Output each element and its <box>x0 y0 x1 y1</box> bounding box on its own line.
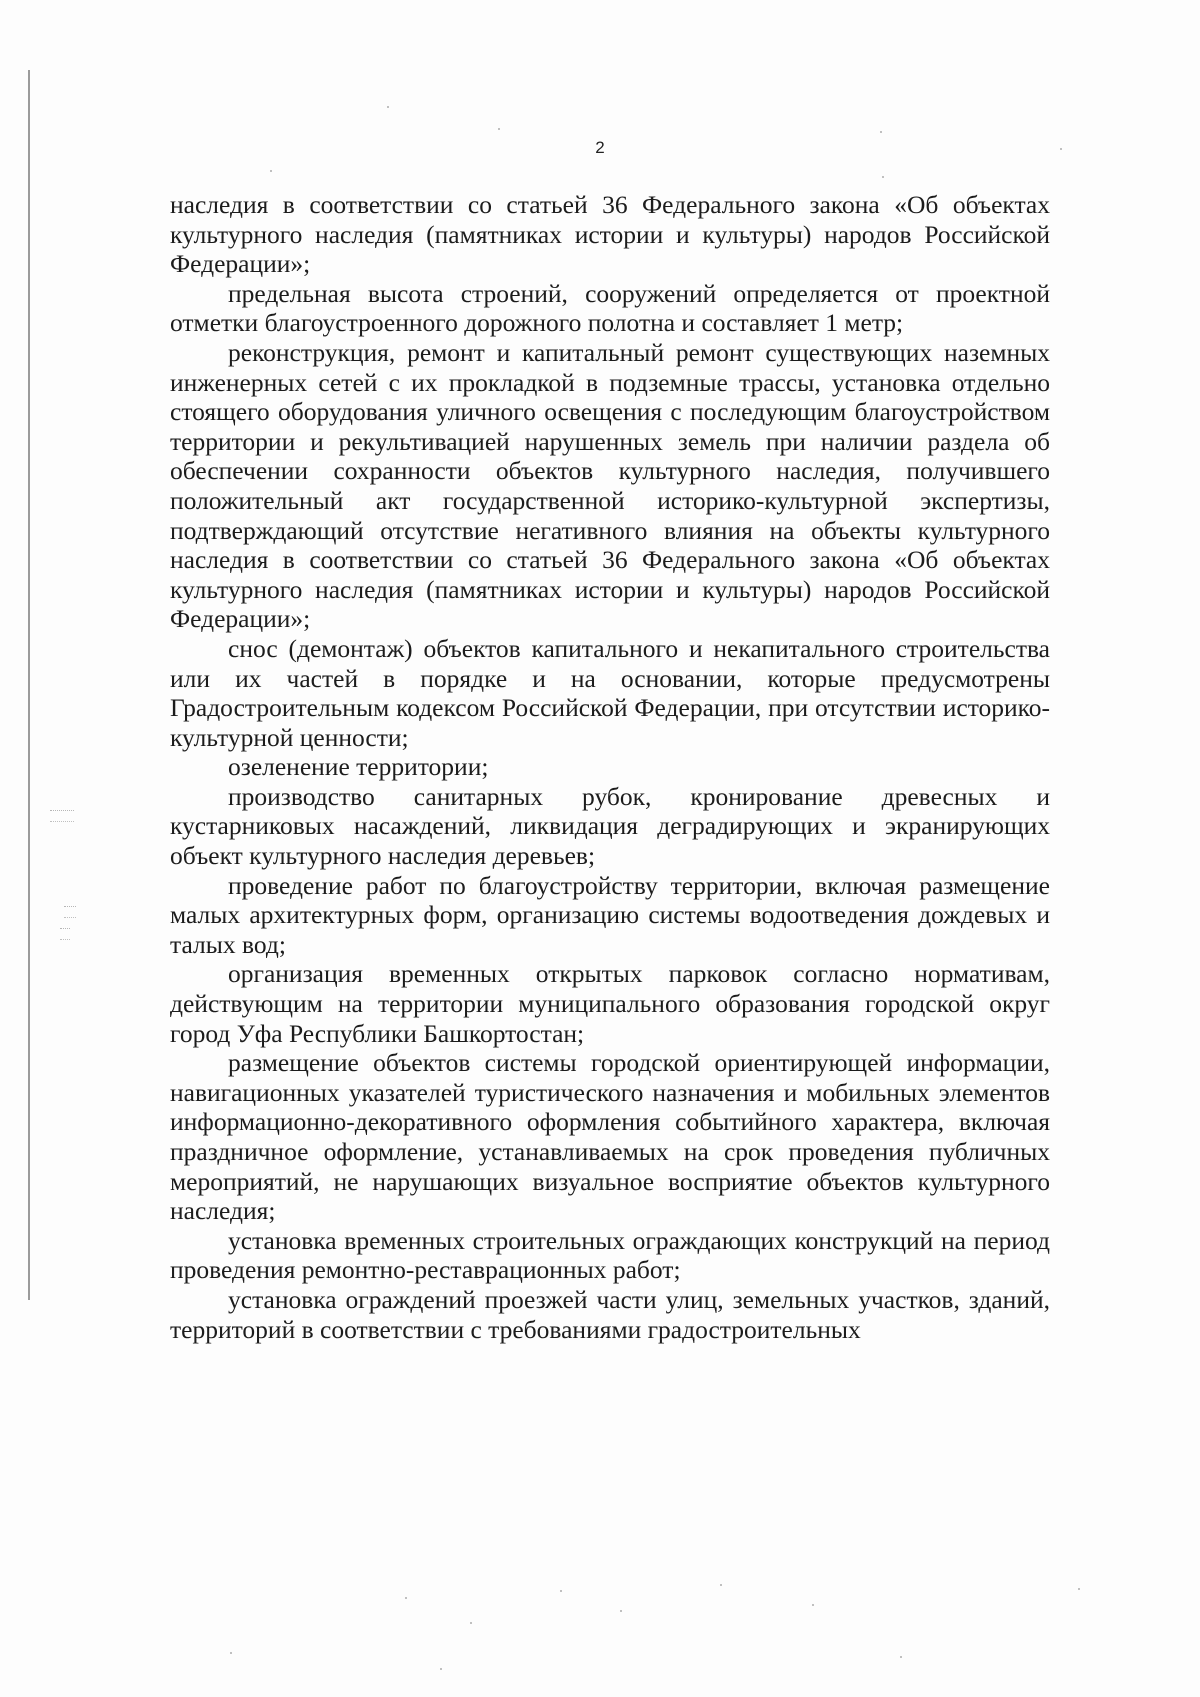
paragraph-demolition: снос (демонтаж) объектов капитального и некапитального строительства или их частей в порядке и на основании, которые предусмотрены Градостроительным кодексом Российской Федерации, при отсутствии историко-культурной ценности; <box>170 633 1050 752</box>
scan-edge-line <box>28 70 30 1300</box>
scan-smudge <box>50 810 74 822</box>
scan-speck <box>470 1622 472 1624</box>
scan-speck <box>880 131 882 133</box>
scan-speck <box>720 1584 722 1586</box>
document-body <box>170 190 1050 1344</box>
scan-speck <box>405 1597 407 1599</box>
scan-smudge <box>60 928 70 940</box>
scan-speck <box>620 1610 622 1612</box>
scan-speck <box>1078 1588 1080 1590</box>
scan-speck <box>230 1652 232 1654</box>
paragraph-information-placement: размещение объектов системы городской ориентирующей информации, навигационных указателей туристического назначения и мобильных элементов информационно-декоративного оформления событийного характера, включая праздничное оформление, устанавливаемых на срок проведения публичных мероприятий, не нарушающих визуальное восприятие объектов культурного наследия; <box>170 1048 1050 1226</box>
scan-speck <box>498 128 500 130</box>
paragraph-landscaping: озеленение территории; <box>228 752 489 782</box>
paragraph-continuation: наследия в соответствии со статьей 36 Федерального закона «Об объектах культурного наследия (памятниках истории и культуры) народов Российской Федерации»; <box>170 190 1050 279</box>
scan-speck <box>270 170 272 172</box>
paragraph-tree-cutting: производство санитарных рубок, кронирование древесных и кустарниковых насаждений, ликвидация деградирующих и экранирующих объект культурного наследия деревьев; <box>170 781 1050 871</box>
paragraph-max-height: предельная высота строений, сооружений определяется от проектной отметки благоустроенного дорожного полотна и составляет 1 метр; <box>170 278 1050 338</box>
scan-speck <box>560 1590 562 1592</box>
scan-speck <box>812 1604 814 1606</box>
paragraph-temporary-parking: организация временных открытых парковок согласно нормативам, действующим на территории муниципального образования городской округ город Уфа Республики Башкортостан; <box>170 959 1050 1048</box>
scan-speck <box>440 1668 442 1670</box>
scan-speck <box>387 106 389 108</box>
scan-speck <box>1060 148 1062 150</box>
paragraph-reconstruction: реконструкция, ремонт и капитальный ремонт существующих наземных инженерных сетей с их прокладкой в подземные трассы, установка отдельно стоящего оборудования уличного освещения с последующим благоустройством территории и рекультивацией нарушенных земель при наличии раздела об обеспечении сохранности объектов культурного наследия, получившего положительный акт государственной историко-культурной экспертизы, подтверждающий отсутствие негативного влияния на объекты культурного наследия в соответствии со статьей 36 Федерального закона «Об объектах культурного наследия (памятниках истории и культуры) народов Российской Федерации»; <box>170 337 1050 634</box>
paragraph-road-fencing: установка ограждений проезжей части улиц, земельных участков, зданий, территорий в соответствии с требованиями градостроительных <box>170 1284 1050 1344</box>
paragraph-improvement-works: проведение работ по благоустройству территории, включая размещение малых архитектурных форм, организацию системы водоотведения дождевых и талых вод; <box>170 870 1050 959</box>
page-number: 2 <box>595 138 605 157</box>
scan-speck <box>882 176 884 178</box>
scan-smudge <box>64 906 76 918</box>
scan-speck <box>900 1656 902 1658</box>
paragraph-temporary-fencing: установка временных строительных ограждающих конструкций на период проведения ремонтно-реставрационных работ; <box>170 1225 1050 1285</box>
